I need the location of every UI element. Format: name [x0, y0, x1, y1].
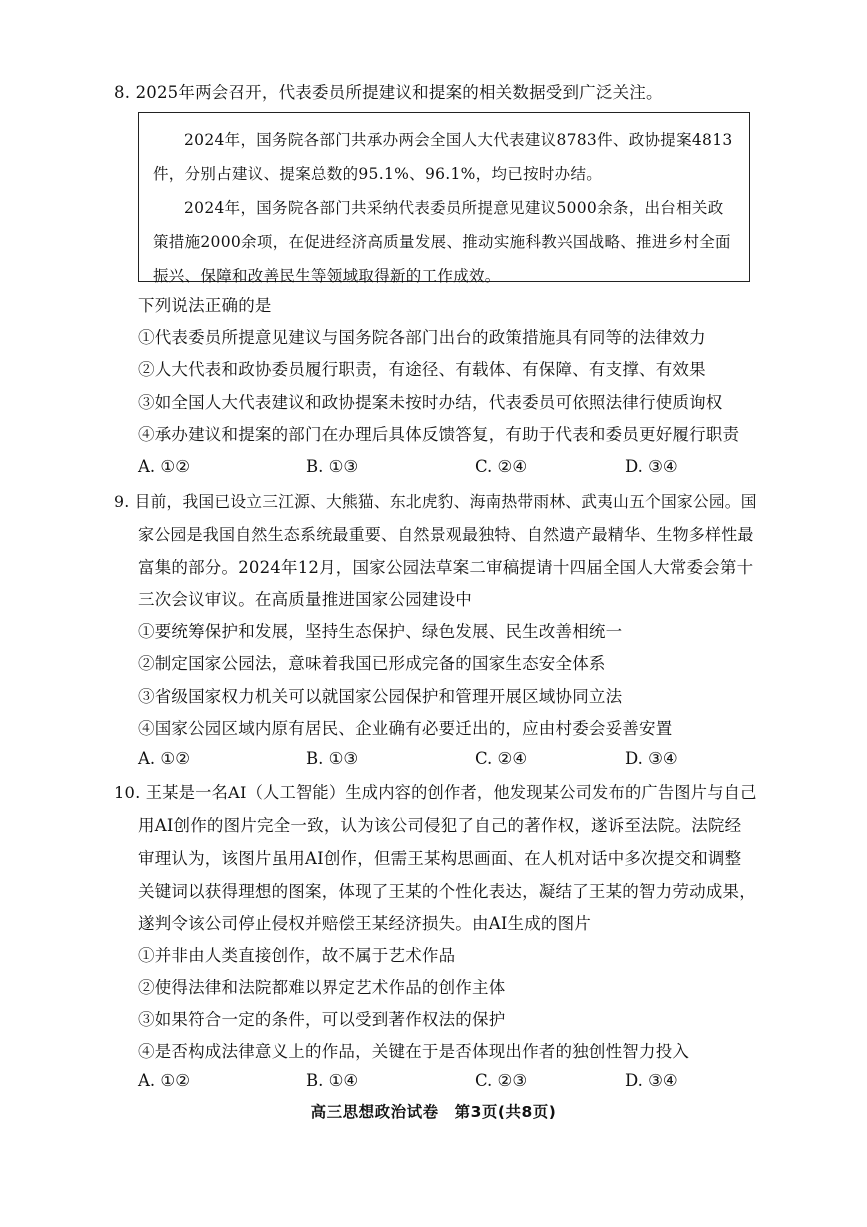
- q8-option-b[interactable]: B. ①③: [306, 457, 359, 476]
- q8-option-d[interactable]: D. ③④: [625, 457, 678, 476]
- q10-stem-line-5: 遂判令该公司停止侵权并赔偿王某经济损失。由AI生成的图片: [138, 914, 592, 933]
- q10-item-3: ③如果符合一定的条件，可以受到著作权法的保护: [138, 1010, 506, 1029]
- q8-item-2: ②人大代表和政协委员履行职责，有途径、有载体、有保障、有支撑、有效果: [138, 360, 706, 379]
- q8-option-c[interactable]: C. ②④: [475, 457, 528, 476]
- q8-material-box: [138, 112, 750, 285]
- q9-stem-line-2: 家公园是我国自然生态系统最重要、自然景观最独特、自然遗产最精华、生物多样性最: [138, 525, 754, 544]
- q10-stem-line-4: 关键词以获得理想的图案，体现了王某的个性化表达，凝结了王某的智力劳动成果，: [138, 882, 756, 901]
- page-footer: 高三思想政治试卷 第3页(共8页): [310, 1103, 557, 1121]
- q8-material-paragraph-2: 2024年，国务院各部门共采纳代表委员所提意见建议5000余条，出台相关政策措施2000余项，在促进经济高质量发展、推动实施科教兴国战略、推进乡村全面振兴、保障和改善民生等领域取得新的工作成效。: [153, 199, 731, 285]
- q9-item-2: ②制定国家公园法，意味着我国已形成完备的国家生态安全体系: [138, 654, 606, 673]
- q8-item-4: ④承办建议和提案的部门在办理后具体反馈答复，有助于代表和委员更好履行职责: [138, 425, 740, 444]
- q9-item-4: ④国家公园区域内原有居民、企业确有必要迁出的，应由村委会妥善安置: [138, 719, 673, 738]
- q10-option-d[interactable]: D. ③④: [625, 1071, 678, 1090]
- q10-option-b[interactable]: B. ①④: [306, 1071, 359, 1090]
- q9-option-a[interactable]: A. ①②: [138, 749, 190, 768]
- q8-options: [138, 452, 758, 482]
- q9-item-1: ①要统筹保护和发展，坚持生态保护、绿色发展、民生改善相统一: [138, 622, 623, 641]
- q10-item-1: ①并非由人类直接创作，故不属于艺术作品: [138, 946, 456, 965]
- q9-stem-line-1: 9. 目前，我国已设立三江源、大熊猫、东北虎豹、海南热带雨林、武夷山五个国家公园。国: [114, 492, 757, 511]
- q9-stem-line-4: 三次会议审议。在高质量推进国家公园建设中: [138, 590, 472, 609]
- q8-stem: 8. 2025年两会召开，代表委员所提建议和提案的相关数据受到广泛关注。: [114, 83, 663, 102]
- q9-item-3: ③省级国家权力机关可以就国家公园保护和管理开展区域协同立法: [138, 687, 623, 706]
- q10-item-4: ④是否构成法律意义上的作品，关键在于是否体现出作者的独创性智力投入: [138, 1042, 690, 1061]
- q10-option-c[interactable]: C. ②③: [475, 1071, 528, 1090]
- q10-stem-line-1: 10. 王某是一名AI（人工智能）生成内容的创作者，他发现某公司发布的广告图片与自己: [114, 783, 757, 802]
- q8-item-1: ①代表委员所提意见建议与国务院各部门出台的政策措施具有同等的法律效力: [138, 328, 706, 347]
- q9-stem-line-3: 富集的部分。2024年12月，国家公园法草案二审稿提请十四届全国人大常委会第十: [138, 558, 754, 577]
- q9-option-b[interactable]: B. ①③: [306, 749, 359, 768]
- q10-option-a[interactable]: A. ①②: [138, 1071, 190, 1090]
- q8-question: 下列说法正确的是: [138, 296, 272, 315]
- q10-stem-line-3: 审理认为，该图片虽用AI创作，但需王某构思画面、在人机对话中多次提交和调整: [138, 849, 742, 868]
- q8-material-paragraph-1: 2024年，国务院各部门共承办两会全国人大代表建议8783件、政协提案4813件，分别占建议、提案总数的95.1%、96.1%，均已按时办结。: [153, 131, 733, 183]
- q9-options: [138, 744, 758, 774]
- q9-option-c[interactable]: C. ②④: [475, 749, 528, 768]
- q10-options: [138, 1066, 758, 1096]
- q8-item-3: ③如全国人大代表建议和政协提案未按时办结，代表委员可依照法律行使质询权: [138, 393, 723, 412]
- q8-option-a[interactable]: A. ①②: [138, 457, 190, 476]
- q9-option-d[interactable]: D. ③④: [625, 749, 678, 768]
- q10-stem-line-2: 用AI创作的图片完全一致，认为该公司侵犯了自己的著作权，遂诉至法院。法院经: [138, 816, 742, 835]
- q10-item-2: ②使得法律和法院都难以界定艺术作品的创作主体: [138, 978, 506, 997]
